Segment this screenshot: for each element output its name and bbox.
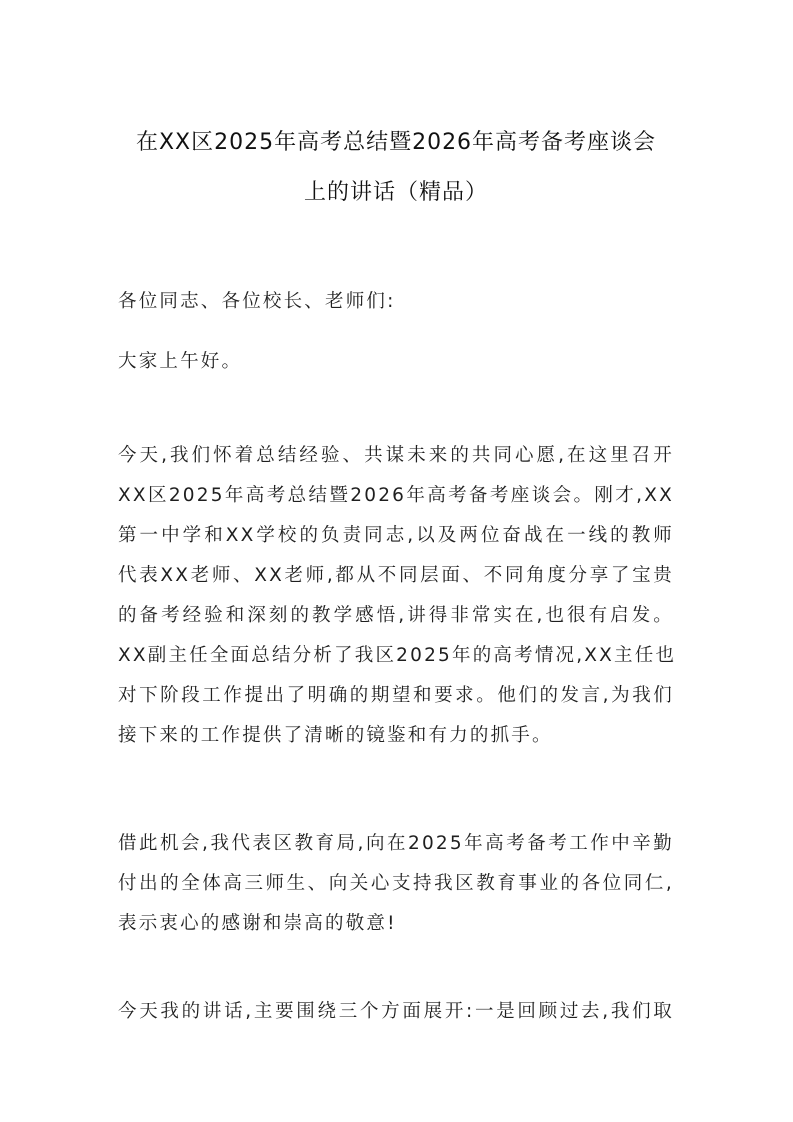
outline-paragraph [118, 992, 674, 1032]
paragraph-line: 大家上午好。 [118, 351, 243, 372]
paragraph-line: 的备考经验和深刻的教学感悟,讲得非常实在,也很有启发。 [118, 605, 674, 626]
paragraph-line: 接下来的工作提供了清晰的镜鉴和有力的抓手。 [118, 725, 553, 746]
paragraph-line: 第一中学和XX学校的负责同志,以及两位奋战在一线的教师 [118, 525, 674, 546]
paragraph-line: XX副主任全面总结分析了我区2025年的高考情况,XX主任也 [118, 645, 677, 666]
greeting-paragraph [118, 342, 674, 382]
document-title-line-1: 在XX区2025年高考总结暨2026年高考备考座谈会 [135, 130, 657, 155]
paragraph-line: 今天,我们怀着总结经验、共谋未来的共同心愿,在这里召开 [118, 445, 674, 466]
paragraph-line: 各位同志、各位校长、老师们: [118, 291, 396, 312]
paragraph-line: 付出的全体高三师生、向关心支持我区教育事业的各位同仁, [118, 873, 674, 894]
opening-paragraph [118, 436, 677, 756]
paragraph-line: 对下阶段工作提出了明确的期望和要求。他们的发言,为我们 [118, 685, 674, 706]
paragraph-line: 代表XX老师、XX老师,都从不同层面、不同角度分享了宝贵 [118, 565, 674, 586]
salutation-paragraph [118, 282, 674, 322]
thanks-paragraph [118, 824, 674, 944]
paragraph-line: 表示衷心的感谢和崇高的敬意! [118, 913, 397, 934]
document-title-line-2: 上的讲话（精品） [303, 180, 488, 205]
paragraph-line: 借此机会,我代表区教育局,向在2025年高考备考工作中辛勤 [118, 833, 674, 854]
paragraph-line: 今天我的讲话,主要围绕三个方面展开:一是回顾过去,我们取 [118, 1001, 674, 1022]
paragraph-line: XX区2025年高考总结暨2026年高考备考座谈会。刚才,XX [118, 485, 674, 506]
